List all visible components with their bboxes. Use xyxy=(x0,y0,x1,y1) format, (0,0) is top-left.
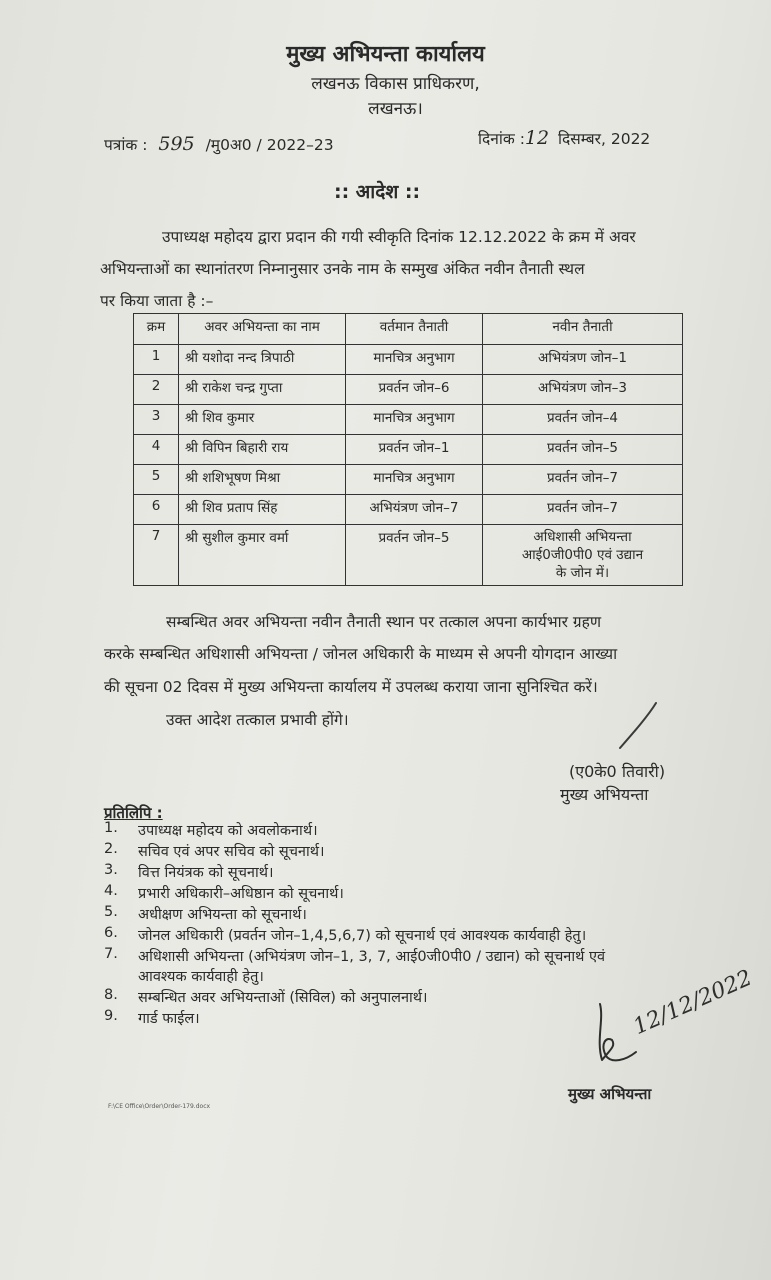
cell-current: मानचित्र अनुभाग xyxy=(346,345,483,375)
signature-stroke xyxy=(612,700,662,752)
reference-line xyxy=(104,133,334,155)
cell-new xyxy=(483,525,683,586)
file-path: F:\CE Office\Order\Order-179.docx xyxy=(108,1103,211,1110)
item-text: सम्बन्धित अवर अभियन्ताओं (सिविल) को अनुपालनार्थ। xyxy=(138,990,428,1006)
cell-name: श्री शिव कुमार xyxy=(179,405,346,435)
date-label: दिनांक : xyxy=(478,130,525,148)
authority-name: लखनऊ विकास प्राधिकरण, xyxy=(311,74,480,94)
col-header-current: वर्तमान तैनाती xyxy=(346,314,483,345)
col-header-sn: क्रम xyxy=(134,314,179,345)
cell-current: अभियंत्रण जोन–7 xyxy=(346,495,483,525)
instruction-line-4: उक्त आदेश तत्काल प्रभावी होंगे। xyxy=(166,711,349,729)
city-name: लखनऊ। xyxy=(368,99,423,119)
cell-new: अभियंत्रण जोन–3 xyxy=(483,375,683,405)
intro-line-2: अभियन्ताओं का स्थानांतरण निम्नानुसार उनके नाम के सम्मुख अंकित नवीन तैनाती स्थल xyxy=(100,260,585,278)
cell-sn: 7 xyxy=(134,525,179,586)
signatory-designation: मुख्य अभियन्ता xyxy=(560,785,649,804)
item-number: 8. xyxy=(104,987,118,1003)
item-text: अधीक्षण अभियन्ता को सूचनार्थ। xyxy=(138,907,307,923)
cell-new-line: के जोन में। xyxy=(555,565,610,581)
table-row xyxy=(134,345,683,375)
col-header-name: अवर अभियन्ता का नाम xyxy=(179,314,346,345)
cell-new-line: आई0जी0पी0 एवं उद्यान xyxy=(521,547,644,563)
item-number: 3. xyxy=(104,862,118,878)
handwritten-date: 12/12/2022 xyxy=(629,965,756,1040)
cell-new: प्रवर्तन जोन–5 xyxy=(483,435,683,465)
cell-name: श्री राकेश चन्द्र गुप्ता xyxy=(179,375,346,405)
order-title: :: आदेश :: xyxy=(334,181,421,203)
item-number: 2. xyxy=(104,841,118,857)
signatory-name: (ए0के0 तिवारी) xyxy=(569,762,666,781)
item-text: जोनल अधिकारी (प्रवर्तन जोन–1,4,5,6,7) को सूचनार्थ एवं आवश्यक कार्यवाही हेतु। xyxy=(138,928,587,944)
cell-name: श्री यशोदा नन्द त्रिपाठी xyxy=(179,345,346,375)
cell-sn: 3 xyxy=(134,405,179,435)
item-text: सचिव एवं अपर सचिव को सूचनार्थ। xyxy=(138,844,325,860)
table-row xyxy=(134,525,683,586)
item-text: अधिशासी अभियन्ता (अभियंत्रण जोन–1, 3, 7, आई0जी0पी0 / उद्यान) को सूचनार्थ एवं xyxy=(138,949,606,965)
instruction-line-2: करके सम्बन्धित अधिशासी अभियन्ता / जोनल अधिकारी के माध्यम से अपनी योगदान आख्या xyxy=(104,645,618,663)
cell-current: मानचित्र अनुभाग xyxy=(346,405,483,435)
item-text: प्रभारी अधिकारी–अधिष्ठान को सूचनार्थ। xyxy=(138,886,344,902)
item-text: उपाध्यक्ष महोदय को अवलोकनार्थ। xyxy=(138,823,318,839)
transfer-table xyxy=(133,313,683,586)
cell-current: मानचित्र अनुभाग xyxy=(346,465,483,495)
table-row xyxy=(134,375,683,405)
office-title: मुख्य अभियन्ता कार्यालय xyxy=(286,42,485,67)
cell-name: श्री शशिभूषण मिश्रा xyxy=(179,465,346,495)
date-rest: दिसम्बर, 2022 xyxy=(558,130,651,148)
col-header-new: नवीन तैनाती xyxy=(483,314,683,345)
cell-sn: 5 xyxy=(134,465,179,495)
reference-number: 595 xyxy=(158,133,195,155)
table-header-row xyxy=(134,314,683,345)
copy-heading: प्रतिलिपि : xyxy=(104,804,163,822)
cell-sn: 6 xyxy=(134,495,179,525)
item-text-continued: आवश्यक कार्यवाही हेतु। xyxy=(138,969,264,985)
item-number: 4. xyxy=(104,883,118,899)
item-number: 9. xyxy=(104,1008,118,1024)
intro-line-3: पर किया जाता है :– xyxy=(100,292,214,310)
cell-current: प्रवर्तन जोन–6 xyxy=(346,375,483,405)
item-number: 1. xyxy=(104,820,118,836)
table-row xyxy=(134,435,683,465)
cell-name: श्री सुशील कुमार वर्मा xyxy=(179,525,346,586)
cell-new: प्रवर्तन जोन–7 xyxy=(483,495,683,525)
cell-new: प्रवर्तन जोन–7 xyxy=(483,465,683,495)
cell-new: अभियंत्रण जोन–1 xyxy=(483,345,683,375)
cell-sn: 1 xyxy=(134,345,179,375)
item-number: 6. xyxy=(104,925,118,941)
cell-new: प्रवर्तन जोन–4 xyxy=(483,405,683,435)
cell-sn: 2 xyxy=(134,375,179,405)
cell-sn: 4 xyxy=(134,435,179,465)
cell-current: प्रवर्तन जोन–5 xyxy=(346,525,483,586)
cell-current: प्रवर्तन जोन–1 xyxy=(346,435,483,465)
item-number: 5. xyxy=(104,904,118,920)
instruction-line-1: सम्बन्धित अवर अभियन्ता नवीन तैनाती स्थान पर तत्काल अपना कार्यभार ग्रहण xyxy=(166,613,602,631)
cell-name: श्री विपिन बिहारी राय xyxy=(179,435,346,465)
item-text: गार्ड फाईल। xyxy=(138,1011,200,1027)
table-row xyxy=(134,465,683,495)
cell-name: श्री शिव प्रताप सिंह xyxy=(179,495,346,525)
reference-suffix: /मु0अ0 / 2022–23 xyxy=(205,136,334,154)
instruction-line-3: की सूचना 02 दिवस में मुख्य अभियन्ता कार्यालय में उपलब्ध कराया जाना सुनिश्चित करें। xyxy=(104,678,598,696)
bottom-designation: मुख्य अभियन्ता xyxy=(568,1085,652,1103)
reference-label: पत्रांक : xyxy=(104,136,148,154)
date-day: 12 xyxy=(524,127,550,149)
date-line xyxy=(478,127,650,149)
intro-line-1: उपाध्यक्ष महोदय द्वारा प्रदान की गयी स्वीकृति दिनांक 12.12.2022 के क्रम में अवर xyxy=(162,228,636,246)
item-text: वित्त नियंत्रक को सूचनार्थ। xyxy=(138,865,274,881)
item-number: 7. xyxy=(104,946,118,962)
table-row xyxy=(134,405,683,435)
cell-new-line: अधिशासी अभियन्ता xyxy=(533,529,632,545)
table-row xyxy=(134,495,683,525)
